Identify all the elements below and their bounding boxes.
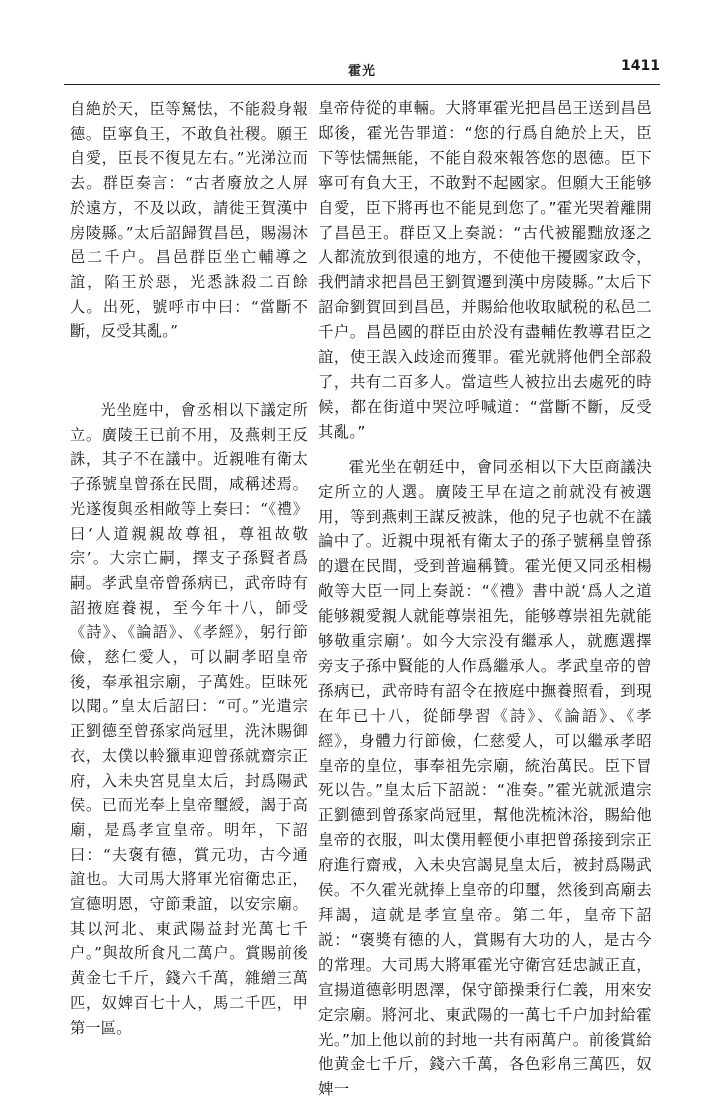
original-paragraph: 光坐庭中，會丞相以下議定所立。廣陵王已前不用，及燕剌王反誅，其子不在議中。近親唯有衛太子孫號皇曾孫在民間，咸稱述焉。光遂復與丞相敞等上奏曰：“《禮》曰‘人道親親故尊祖，尊祖故敬宗’。大宗亡嗣，擇支子孫賢者爲嗣。孝武皇帝曾孫病已，武帝時有詔掖庭養視，至今年十八，師受《詩》、《論語》、《孝經》，躬行節儉，慈仁愛人，可以嗣孝昭皇帝後，奉承祖宗廟，子萬姓。臣昧死以聞。”皇太后詔曰：“可。”光遣宗正劉德至曾孫家尚冠里，洗沐賜御衣，太僕以軨獵車迎曾孫就齋宗正府，入未央宮見皇太后，封爲陽武侯。已而光奉上皇帝璽綬，謁于高廟，是爲孝宣皇帝。明年，下詔曰：“夫褒有德，賞元功，古今通誼也。大司馬大將軍光宿衛忠正，宣德明恩，守節秉誼，以安宗廟。其以河北、東武陽益封光萬七千户。”與故所食凡二萬户。賞賜前後黄金七千斤，錢六千萬，雜繒三萬匹，奴婢百七十人，馬二千匹，甲第一區。 — [70, 401, 308, 1037]
header-rule — [64, 84, 660, 85]
translation-paragraph: 霍光坐在朝廷中，會同丞相以下大臣商議決定所立的人選。廣陵王早在這之前就没有被選用，等到燕剌王謀反被誅，他的兒子也就不在議論中了。近親中現衹有衛太子的孫子號稱皇曾孫的還在民間，受到普遍稱贊。霍光便又同丞相楊敞等大臣一同上奏説：“《禮》書中説‘爲人之道能够親愛親人就能尊崇祖先，能够尊崇祖先就能够敬重宗廟’。如今大宗没有繼承人，就應選擇旁支子孫中賢能的人作爲繼承人。孝武皇帝的曾孫病已，武帝時有詔令在掖庭中撫養照看，到現在年已十八，從師學習《詩》、《論語》、《孝經》，身體力行節儉，仁慈愛人，可以繼承孝昭皇帝的皇位，事奉祖先宗廟，統治萬民。臣下冒死以告。”皇太后下詔説：“准奏。”霍光就派遣宗正劉德到曾孫家尚冠里，幫他洗梳沐浴，賜給他皇帝的衣服，叫太僕用輕便小車把曾孫接到宗正府進行齋戒，入未央宫謁見皇太后，被封爲陽武侯。不久霍光就捧上皇帝的印璽，然後到高廟去拜謁，這就是孝宣皇帝。第二年，皇帝下詔説：“褒獎有德的人，賞賜有大功的人，是古今的常理。大司馬大將軍霍光守衛宫廷忠誠正直，宣揚道德彰明恩澤，保守節操秉行仁義，用來安定宗廟。將河北、東武陽的一萬七千户加封給霍光。”加上他以前的封地一共有兩萬户。前後賞給他黄金七千斤，錢六千萬，各色彩帛三萬匹，奴婢一 — [318, 457, 652, 1099]
translation-column — [318, 96, 652, 1102]
running-header — [64, 56, 660, 80]
running-title: 霍光 — [347, 64, 376, 79]
page-number: 1411 — [621, 58, 660, 74]
original-text-block-1 — [70, 97, 308, 344]
original-text-block-2 — [70, 398, 308, 1040]
translation-paragraph: 皇帝侍從的車輛。大將軍霍光把昌邑王送到昌邑邸後，霍光告罪道：“您的行爲自絶於上天，臣下等怯懦無能，不能自殺來報答您的恩德。臣下寧可有負大王，不敢對不起國家。但願大王能够自愛，臣下將再也不能見到您了。”霍光哭着離開了昌邑王。群臣又上奏説：“古代被罷黜放逐之人都流放到很遠的地方，不使他干擾國家政令，我們請求把昌邑王劉賀遷到漢中房陵縣。”太后下詔命劉賀回到昌邑，并賜給他收取賦税的私邑二千户。昌邑國的群臣由於没有盡輔佐教導君臣之誼，使王誤入歧途而獲罪。霍光就將他們全部殺了，共有二百多人。當這些人被拉出去處死的時候，都在街道中哭泣呼喊道：“當斷不斷，反受其亂。” — [318, 99, 652, 441]
original-paragraph: 自絶於天，臣等駑怯，不能殺身報德。臣寧負王，不敢負社稷。願王自愛，臣長不復見左右。”光涕泣而去。群臣奏言：“古者廢放之人屏於遠方，不及以政，請徙王賀漢中房陵縣。”太后詔歸賀昌邑，賜湯沐邑二千户。昌邑群臣坐亡輔導之誼，陷王於惡，光悉誅殺二百餘人。出死，號呼市中曰：“當斷不斷，反受其亂。” — [70, 100, 308, 341]
